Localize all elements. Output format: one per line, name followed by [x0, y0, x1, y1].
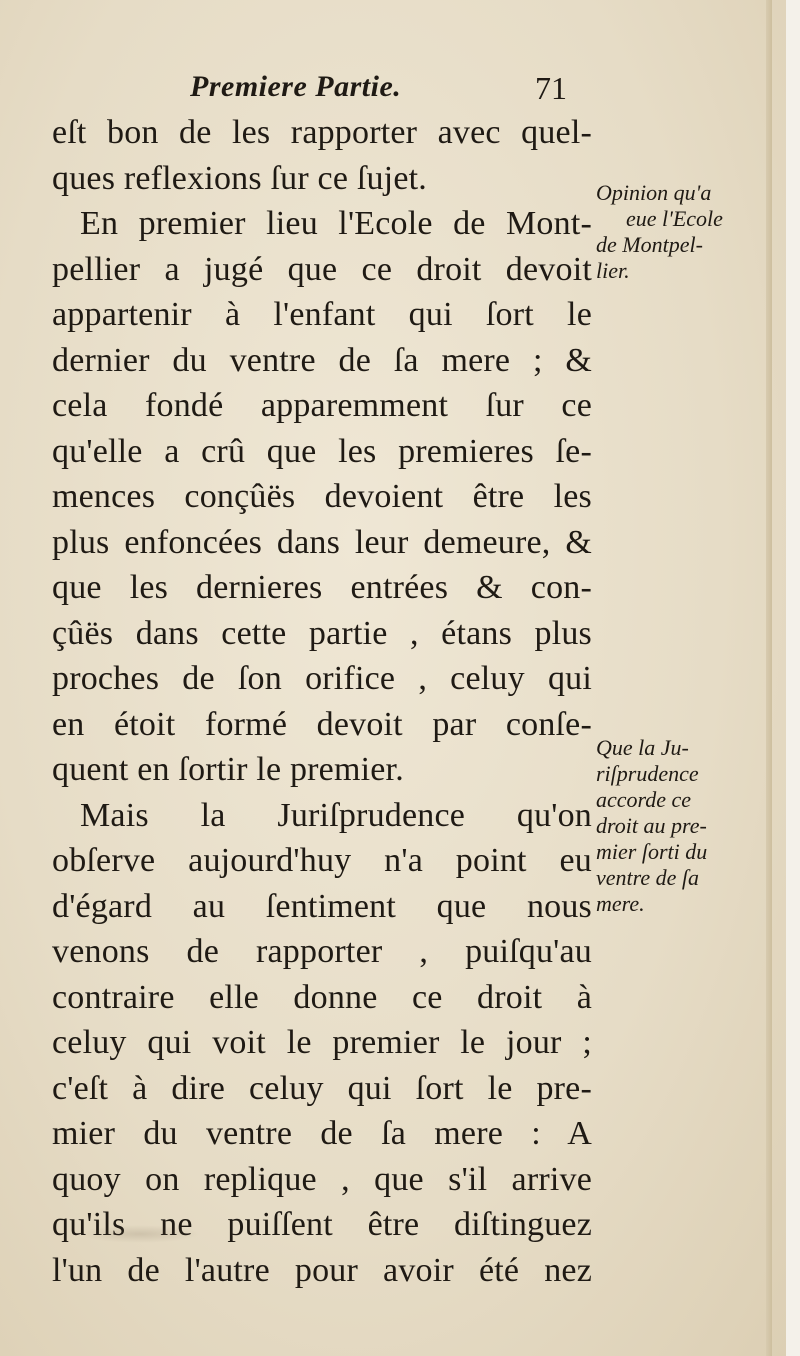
margin-note-line: droit au pre- — [596, 813, 707, 838]
margin-note-line: riſprudence — [596, 761, 699, 786]
margin-note-line: de Montpel- — [596, 232, 703, 257]
margin-note-line: accorde ce — [596, 787, 692, 812]
text-line: appartenir à l'enfant qui ſort le — [52, 296, 592, 333]
text-line: mier du ventre de ſa mere : A — [52, 1115, 592, 1152]
text-line: En premier lieu l'Ecole de Mont- — [80, 205, 592, 242]
text-line: obſerve aujourd'huy n'a point eu — [52, 842, 592, 879]
text-line: cela fondé apparemment ſur ce — [52, 387, 592, 424]
text-line: mences conçûës devoient être les — [52, 478, 592, 515]
text-line: Mais la Juriſprudence qu'on — [80, 796, 592, 834]
text-line: quoy on replique , que s'il arrive — [52, 1160, 592, 1198]
margin-note-line: lier. — [596, 258, 630, 283]
text-line: proches de ſon orifice , celuy qui — [52, 660, 592, 697]
margin-note-line: mier ſorti du — [596, 839, 708, 864]
text-line: ques reflexions ſur ce ſujet. — [52, 159, 427, 197]
text-line: plus enfoncées dans leur demeure, & — [52, 523, 592, 561]
page-number: 71 — [535, 70, 567, 106]
text-line: contraire elle donne ce droit à — [52, 978, 592, 1016]
text-line: pellier a jugé que ce droit devoit — [52, 250, 592, 288]
text-line: quent en ſortir le premier. — [52, 751, 404, 788]
running-header — [190, 70, 590, 110]
text-line: celuy qui voit le premier le jour ; — [52, 1024, 592, 1061]
text-line: qu'ils ne puiſſent être diſtinguez — [52, 1206, 592, 1243]
text-line: qu'elle a crû que les premieres ſe- — [52, 432, 592, 470]
margin-note-line: mere. — [596, 891, 645, 916]
margin-note-jurisprudence — [596, 735, 786, 917]
ink-smudge — [80, 1225, 200, 1243]
margin-note-line: ventre de ſa — [596, 865, 700, 890]
text-line: eſt bon de les rapporter avec quel- — [52, 114, 592, 151]
text-line: dernier du ventre de ſa mere ; & — [52, 341, 592, 379]
text-line: venons de rapporter , puiſqu'au — [52, 933, 592, 970]
main-text — [52, 110, 592, 1293]
text-line: çûës dans cette partie , étans plus — [52, 614, 592, 652]
margin-note-montpellier — [596, 180, 786, 284]
text-line: c'eſt à dire celuy qui ſort le pre- — [52, 1069, 592, 1107]
running-title: Premiere Partie. — [190, 70, 402, 103]
text-line: que les dernieres entrées & con- — [52, 569, 592, 606]
margin-note-line: eue l'Ecole — [626, 206, 723, 231]
margin-note-line: Que la Ju- — [596, 735, 689, 760]
text-line: en étoit formé devoit par conſe- — [52, 705, 592, 743]
text-line: l'un de l'autre pour avoir été nez — [52, 1251, 592, 1289]
text-line: d'égard au ſentiment que nous — [52, 887, 592, 925]
margin-note-line: Opinion qu'a — [596, 180, 712, 205]
